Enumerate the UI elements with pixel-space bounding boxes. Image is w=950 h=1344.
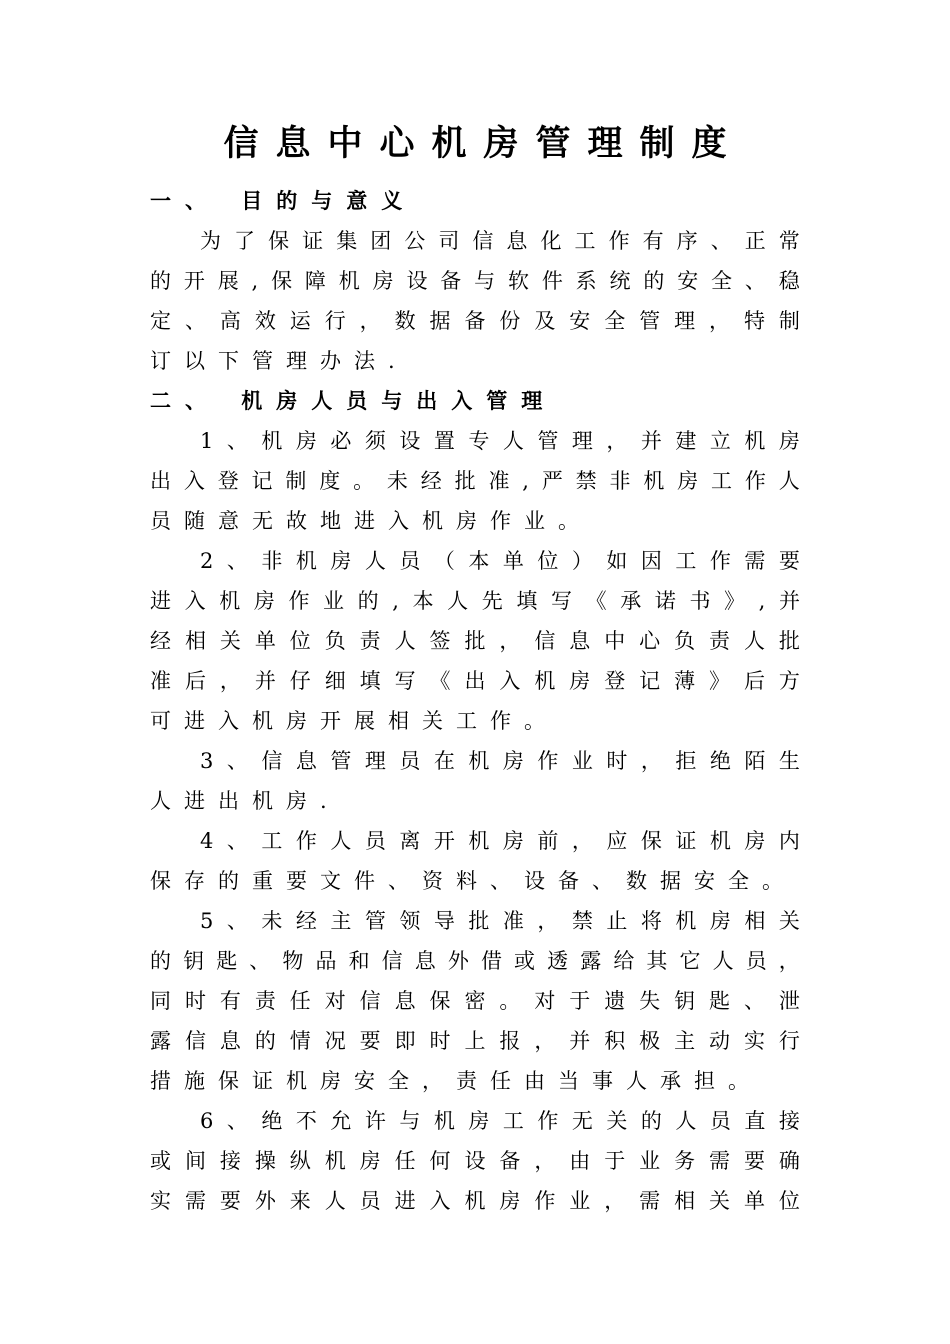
paragraph-line: 的 钥 匙 、 物 品 和 信 息 外 借 或 透 露 给 其 它 人 员 ， xyxy=(150,949,800,973)
paragraph-line: 1 、 机 房 必 须 设 置 专 人 管 理 ， 并 建 立 机 房 xyxy=(200,429,800,453)
paragraph-line: 6 、 绝 不 允 许 与 机 房 工 作 无 关 的 人 员 直 接 xyxy=(200,1109,800,1133)
document-title: 信息中心机房管理制度 xyxy=(223,123,744,164)
section-heading: 一、 目的与意义 xyxy=(150,188,417,213)
paragraph-line: 进 入 机 房 作 业 的 , 本 人 先 填 写 《 承 诺 书 》 , 并 xyxy=(150,589,800,613)
paragraph-line: 人进出机房. xyxy=(150,789,340,813)
paragraph-line: 3 、 信 息 管 理 员 在 机 房 作 业 时 ， 拒 绝 陌 生 xyxy=(200,749,800,773)
paragraph-line: 出 入 登 记 制 度 。 未 经 批 准 , 严 禁 非 机 房 工 作 人 xyxy=(150,469,800,493)
paragraph-line: 员随意无故地进入机房作业。 xyxy=(150,509,592,533)
paragraph-line: 经 相 关 单 位 负 责 人 签 批 ， 信 息 中 心 负 责 人 批 xyxy=(150,629,800,653)
paragraph-line: 的 开 展 , 保 障 机 房 设 备 与 软 件 系 统 的 安 全 、 稳 xyxy=(150,269,800,293)
paragraph-line: 实 需 要 外 来 人 员 进 入 机 房 作 业 ， 需 相 关 单 位 xyxy=(150,1189,800,1213)
paragraph-line: 2 、 非 机 房 人 员 （ 本 单 位 ） 如 因 工 作 需 要 xyxy=(200,549,800,573)
paragraph-line: 可进入机房开展相关工作。 xyxy=(150,709,558,733)
paragraph-line: 露 信 息 的 情 况 要 即 时 上 报 ， 并 积 极 主 动 实 行 xyxy=(150,1029,800,1053)
paragraph-line: 准 后 ， 并 仔 细 填 写 《 出 入 机 房 登 记 薄 》 后 方 xyxy=(150,669,800,693)
paragraph-line: 4 、 工 作 人 员 离 开 机 房 前 ， 应 保 证 机 房 内 xyxy=(200,829,800,853)
paragraph-line: 保存的重要文件、资料、设备、数据安全。 xyxy=(150,869,796,893)
paragraph-line: 同 时 有 责 任 对 信 息 保 密 。 对 于 遗 失 钥 匙 、 泄 xyxy=(150,989,800,1013)
paragraph-line: 措施保证机房安全，责任由当事人承担。 xyxy=(150,1069,762,1093)
paragraph-line: 为 了 保 证 集 团 公 司 信 息 化 工 作 有 序 、 正 常 xyxy=(200,229,800,253)
paragraph-line: 订以下管理办法. xyxy=(150,349,408,373)
document-body xyxy=(150,181,800,1221)
paragraph-line: 5 、 未 经 主 管 领 导 批 准 ， 禁 止 将 机 房 相 关 xyxy=(200,909,800,933)
paragraph-line: 或 间 接 操 纵 机 房 任 何 设 备 ， 由 于 业 务 需 要 确 xyxy=(150,1149,800,1173)
section-heading: 二、 机房人员与出入管理 xyxy=(150,388,557,413)
paragraph-line: 定 、 高 效 运 行 ， 数 据 备 份 及 安 全 管 理 ， 特 制 xyxy=(150,309,800,333)
